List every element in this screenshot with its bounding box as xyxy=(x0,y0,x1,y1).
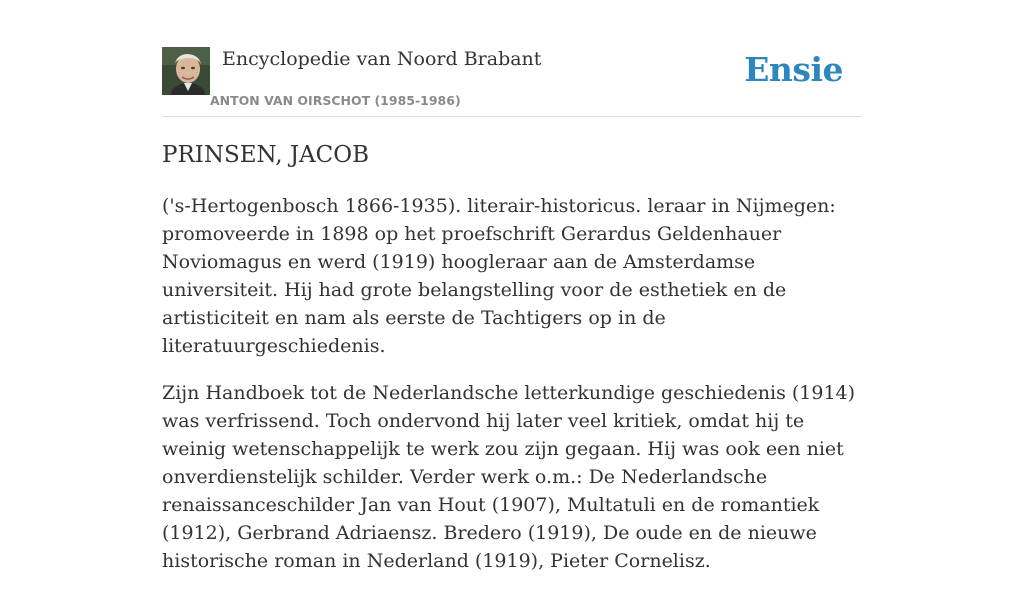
entry-paragraph: Zijn Handboek tot de Nederlandsche letterkundige geschiedenis (1914) was verfrissend. Toch ondervond hij later veel kritiek, omdat hij te weinig wetenschappelijk te werk zou zijn gegaan. Hij was ook een niet onverdienstelijk schilder. Verder werk o.m.: De Nederlandsche renaissanceschilder Jan van Hout (1907), Multatuli en de romantiek (1912), Gerbrand Adriaensz. Bredero (1919), De oude en de nieuwe historische roman in Nederland (1919), Pieter Cornelisz. xyxy=(162,382,856,572)
header xyxy=(162,46,862,117)
entry-title: PRINSEN, JACOB xyxy=(162,142,370,168)
author-name[interactable]: ANTON VAN OIRSCHOT (1985-1986) xyxy=(210,93,461,108)
author-avatar[interactable] xyxy=(162,47,210,95)
entry-body xyxy=(162,192,868,594)
entry-paragraph: ('s-Hertogenbosch 1866-1935). literair-historicus. leraar in Nijmegen: promoveerde in 1898 op het proefschrift Gerardus Geldenhauer Noviomagus en werd (1919) hoogleraar aan de Amsterdamse universiteit. Hij had grote belangstelling voor de esthetiek en de artisticiteit en nam als eerste de Tachtigers op in de literatuurgeschiedenis. xyxy=(162,195,836,357)
book-title[interactable]: Encyclopedie van Noord Brabant xyxy=(222,48,542,70)
portrait-icon xyxy=(162,47,210,95)
ensie-logo[interactable]: Ensie xyxy=(744,50,843,89)
